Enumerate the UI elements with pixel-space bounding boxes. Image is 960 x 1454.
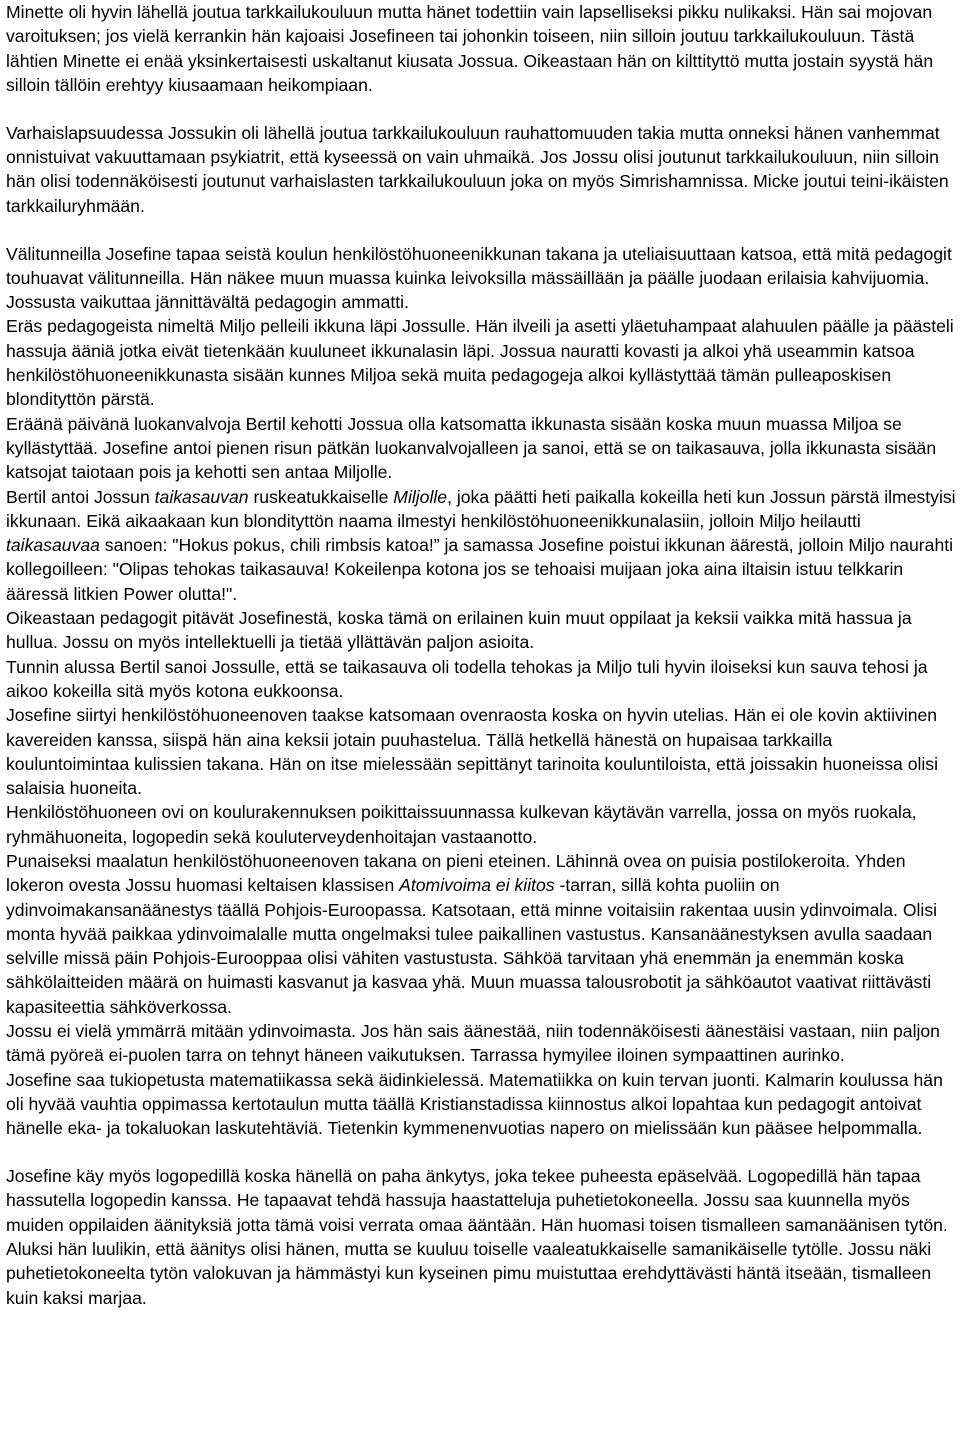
- paragraph-valitunneilla: Välitunneilla Josefine tapaa seistä koulun henkilöstöhuoneenikkunan takana ja uteliaisuuttaan katsoa, että mitä pedagogit touhuavat välitunneilla. Hän näkee muun muassa kuinka leivoksilla mässäillään ja päälle juodaan erilaisia kahvijuomia. Jossusta vaikuttaa jännittävältä pedagogin ammatti.: [6, 243, 952, 313]
- paragraph-gap: [6, 1141, 956, 1165]
- paragraph-varhaislapsuudessa: Varhaislapsuudessa Jossukin oli lähellä joutua tarkkailukouluun rauhattomuuden takia mutta onneksi hänen vanhemmat onnistuivat vakuuttamaan psykiatrit, että kyseessä on vain uhmaikä. Jos Jossu olisi joutunut tarkkailukouluun, niin silloin hän olisi todennäköisesti joutunut varhaislasten tarkkailukouluun joka on myös Simrishamnissa. Micke joutui teini-ikäisten tarkkailuryhmään.: [6, 122, 949, 216]
- italic-text: taikasauvaa: [6, 535, 100, 556]
- paragraph-bertil-kehotti: Eräänä päivänä luokanvalvoja Bertil kehotti Jossua olla katsomatta ikkunasta sisään koska muun muassa Miljoa se kyllästyttää. Josefine antoi pienen risun pätkän luokanvalvojalleen ja sanoi, että se on taikasauva, jolla ikkunasta sisään katsojat taiotaan pois ja kehotti sen antaa Miljolle.: [6, 413, 937, 483]
- paragraph-tukiopetus: Josefine saa tukiopetusta matematiikassa sekä äidinkielessä. Matematiikka on kuin tervan juonti. Kalmarin koulussa hän oli hyvää vauhtia oppimassa kertotaulun mutta täällä Kristianstadissa kiinnostus alkoi lopahtaa kun pedagogit antoivat hänelle eka- ja tokaluokan laskutehtäviä. Tietenkin kymmenenvuotias napero on mielissään kun pääsee helpommalla.: [6, 1069, 943, 1139]
- document-page: [6, 0, 956, 1310]
- paragraph-oikeastaan: Oikeastaan pedagogit pitävät Josefinestä, koska tämä on erilainen kuin muut oppilaat ja keksii vaikka mitä hassua ja hullua. Jossu on myös intellektuelli ja tietää yllättävän paljon asioita.: [6, 608, 912, 653]
- italic-text: taikasauvan: [154, 486, 249, 507]
- text-run: , joka päätti heti paikalla kokeilla heti kun Jossun pärstä ilmestyisi ikkunaan. Eikä aikaakaan kun blondityttön naama ilmestyi henkilöstöhuoneenikkunalasiin, jolloin Miljo heilautti: [6, 486, 956, 531]
- paragraph-tunnin-alussa: Tunnin alussa Bertil sanoi Jossulle, että se taikasauva oli todella tehokas ja Miljo tuli hyvin iloiseksi kun sauva tehosi ja aikoo kokeilla sitä myös kotona eukkoonsa.: [6, 656, 928, 701]
- paragraph-punaiseksi: [6, 849, 956, 1019]
- paragraph-gap: [6, 218, 956, 242]
- paragraph-henkilostohuoneen-ovi: Henkilöstöhuoneen ovi on koulurakennuksen poikittaissuunnassa kulkevan käytävän varrella, jossa on myös ruokala, ryhmähuoneita, logopedin sekä kouluterveydenhoitajan vastaanotto.: [6, 802, 917, 847]
- paragraph-miljo: Eräs pedagogeista nimeltä Miljo pelleili ikkuna läpi Jossulle. Hän ilveili ja asetti yläetuhampaat alahuulen päälle ja päästeli hassuja ääniä jotka eivät tietenkään kuuluneet ikkunalasin läpi. Jossua nauratti kovasti ja alkoi yhä useammin katsoa henkilöstöhuoneenikkunasta sisään kunnes Miljoa sekä muita pedagogeja alkoi kyllästyttää tämän pulleaposkisen blondityttön pärstä.: [6, 316, 954, 410]
- text-run: ruskeatukkaiselle: [248, 486, 394, 507]
- italic-text: Atomivoima ei kiitos: [399, 875, 555, 896]
- paragraph-josefine-siirtyi: Josefine siirtyi henkilöstöhuoneenoven taakse katsomaan ovenraosta koska on hyvin utelias. Hän ei ole kovin aktiivinen kavereiden kanssa, siispä hän aina keksii jotain puuhastelua. Tällä hetkellä hänestä on hupaisaa tarkkailla kouluntoimintaa kulissien takana. Hän on itse mielessään sepittänyt tarinoita kouluntiloista, että joissakin huoneissa olisi salaisia huoneita.: [6, 705, 939, 799]
- paragraph-ydinvoima: Jossu ei vielä ymmärrä mitään ydinvoimasta. Jos hän sais äänestää, niin todennäköisesti äänestäisi vastaan, niin paljon tämä pyöreä ei-puolen tarra on tehnyt häneen vaikutuksen. Tarrassa hymyilee iloinen sympaattinen aurinko.: [6, 1021, 940, 1066]
- paragraph-logopedi: Josefine käy myös logopedillä koska hänellä on paha änkytys, joka tekee puheesta epäselvää. Logopedillä hän tapaa hassutella logopedin kanssa. He tapaavat tehdä hassuja haastatteluja puhetietokoneella. Jossu saa kuunnella myös muiden oppilaiden äänityksiä jotta tämä voisi verrata omaa ääntään. Hän huomasi toisen tismalleen samanäänisen tytön. Aluksi hän luulikin, että äänitys olisi hänen, mutta se kuuluu toiselle vaaleatukkaiselle samanikäiselle tytölle. Jossu näki puhetietokoneelta tytön valokuvan ja hämmästyi kun kyseinen pimu muistuttaa erehdyttävästi häntä itseään, tismalleen kuin kaksi marjaa.: [6, 1166, 948, 1308]
- text-run: Punaiseksi maalatun henkilöstöhuoneenoven takana on pieni eteinen. Lähinnä ovea on puisia postilokeroita. Yhden lokeron ovesta Jossu huomasi keltaisen klassisen: [6, 850, 906, 896]
- text-run: -tarran, sillä kohta puoliin on ydinvoimakansanäänestys täällä Pohjois-Euroopassa. Katsotaan, että minne voitaisiin rakentaa uusin ydinvoimala. Olisi monta hyvää paikkaa ydinvoimalalle mutta ongelmaksi tulee paikallinen vastustus. Kansanäänestyksen avulla saadaan selville missä päin Pohjois-Eurooppaa olisi vähiten vastustusta. Sähköä tarvitaan yhä enemmän ja enemmän koska sähkölaitteiden määrä on huimasti kasvanut ja kasvaa yhä. Muun muassa talousrobotit ja sähköautot vaativat riittävästi kapasiteettia sähköverkossa.: [6, 875, 938, 1017]
- paragraph-minette: Minette oli hyvin lähellä joutua tarkkailukouluun mutta hänet todettiin vain lapselliseksi pikku nulikaksi. Hän sai mojovan varoituksen; jos vielä kerrankin hän kajoaisi Josefineen tai johonkin toiseen, niin silloin joutuu tarkkailukouluun. Tästä lähtien Minette ei enää yksinkertaisesti uskaltanut kiusata Jossua. Oikeastaan hän on kilttityttö mutta jostain syystä hän silloin tällöin erehtyy kiusaamaan heikompiaan.: [6, 2, 934, 95]
- paragraph-gap: [6, 97, 956, 121]
- italic-text: Miljolle: [393, 486, 448, 507]
- text-run: Bertil antoi Jossun: [6, 486, 155, 507]
- paragraph-taikasauva: [6, 485, 956, 606]
- text-run: sanoen: "Hokus pokus, chili rimbsis katoa!” ja samassa Josefine poistui ikkunan äärestä, jolloin Miljo naurahti kollegoilleen: "Olipas tehokas taikasauva! Kokeilenpa kotona jos se tehoaisi muijaan joka aina iltaisin istuu telkkarin ääressä litkien Power olutta!".: [6, 535, 954, 604]
